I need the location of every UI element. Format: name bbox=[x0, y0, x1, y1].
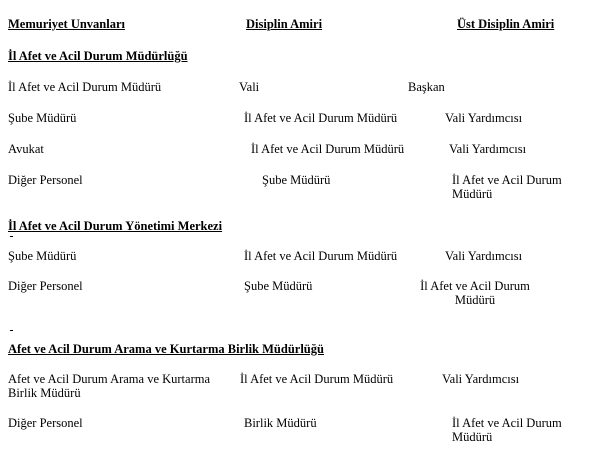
row-disiplin-amiri: İl Afet ve Acil Durum Müdürü bbox=[244, 111, 398, 125]
row-disiplin-amiri: İl Afet ve Acil Durum Müdürü bbox=[240, 372, 394, 386]
row-title: Diğer Personel bbox=[8, 279, 83, 293]
row-disiplin-amiri: İl Afet ve Acil Durum Müdürü bbox=[251, 142, 405, 156]
row-ust-disiplin-amiri: Vali Yardımcısı bbox=[445, 249, 523, 263]
section-title-il-afet-yonetimi-merkezi: İl Afet ve Acil Durum Yönetimi Merkezi bbox=[8, 219, 223, 233]
section-title-arama-kurtarma-birlik-mudurlugu: Afet ve Acil Durum Arama ve Kurtarma Birlik Müdürlüğü bbox=[8, 342, 324, 356]
row-title: Şube Müdürü bbox=[8, 249, 77, 263]
row-ust-disiplin-amiri: İl Afet ve Acil Durum Müdürü bbox=[452, 416, 562, 444]
row-disiplin-amiri: Birlik Müdürü bbox=[244, 416, 317, 430]
section-title-il-afet-mudurlugu: İl Afet ve Acil Durum Müdürlüğü bbox=[8, 49, 188, 63]
row-title: Diğer Personel bbox=[8, 173, 83, 187]
row-ust-disiplin-amiri: Başkan bbox=[408, 80, 445, 94]
row-disiplin-amiri: İl Afet ve Acil Durum Müdürü bbox=[244, 249, 398, 263]
header-memuriyet-unvanlari: Memuriyet Unvanları bbox=[8, 17, 125, 31]
row-title: Şube Müdürü bbox=[8, 111, 77, 125]
row-ust-disiplin-amiri: Vali Yardımcısı bbox=[442, 372, 520, 386]
margin-mark bbox=[10, 236, 13, 237]
row-title: Diğer Personel bbox=[8, 416, 83, 430]
row-ust-disiplin-amiri: İl Afet ve Acil Durum Müdürü bbox=[420, 279, 530, 307]
row-ust-disiplin-amiri: Vali Yardımcısı bbox=[449, 142, 527, 156]
row-ust-disiplin-amiri: Vali Yardımcısı bbox=[445, 111, 523, 125]
header-ust-disiplin-amiri: Üst Disiplin Amiri bbox=[457, 17, 555, 31]
row-title: Avukat bbox=[8, 142, 44, 156]
row-disiplin-amiri: Vali bbox=[239, 80, 260, 94]
row-title: Afet ve Acil Durum Arama ve Kurtarma Birlik Müdürü bbox=[8, 372, 211, 400]
row-title: İl Afet ve Acil Durum Müdürü bbox=[8, 80, 162, 94]
header-disiplin-amiri: Disiplin Amiri bbox=[246, 17, 323, 31]
row-disiplin-amiri: Şube Müdürü bbox=[244, 279, 313, 293]
row-disiplin-amiri: Şube Müdürü bbox=[262, 173, 331, 187]
margin-mark bbox=[10, 330, 13, 331]
row-ust-disiplin-amiri: İl Afet ve Acil Durum Müdürü bbox=[452, 173, 562, 201]
